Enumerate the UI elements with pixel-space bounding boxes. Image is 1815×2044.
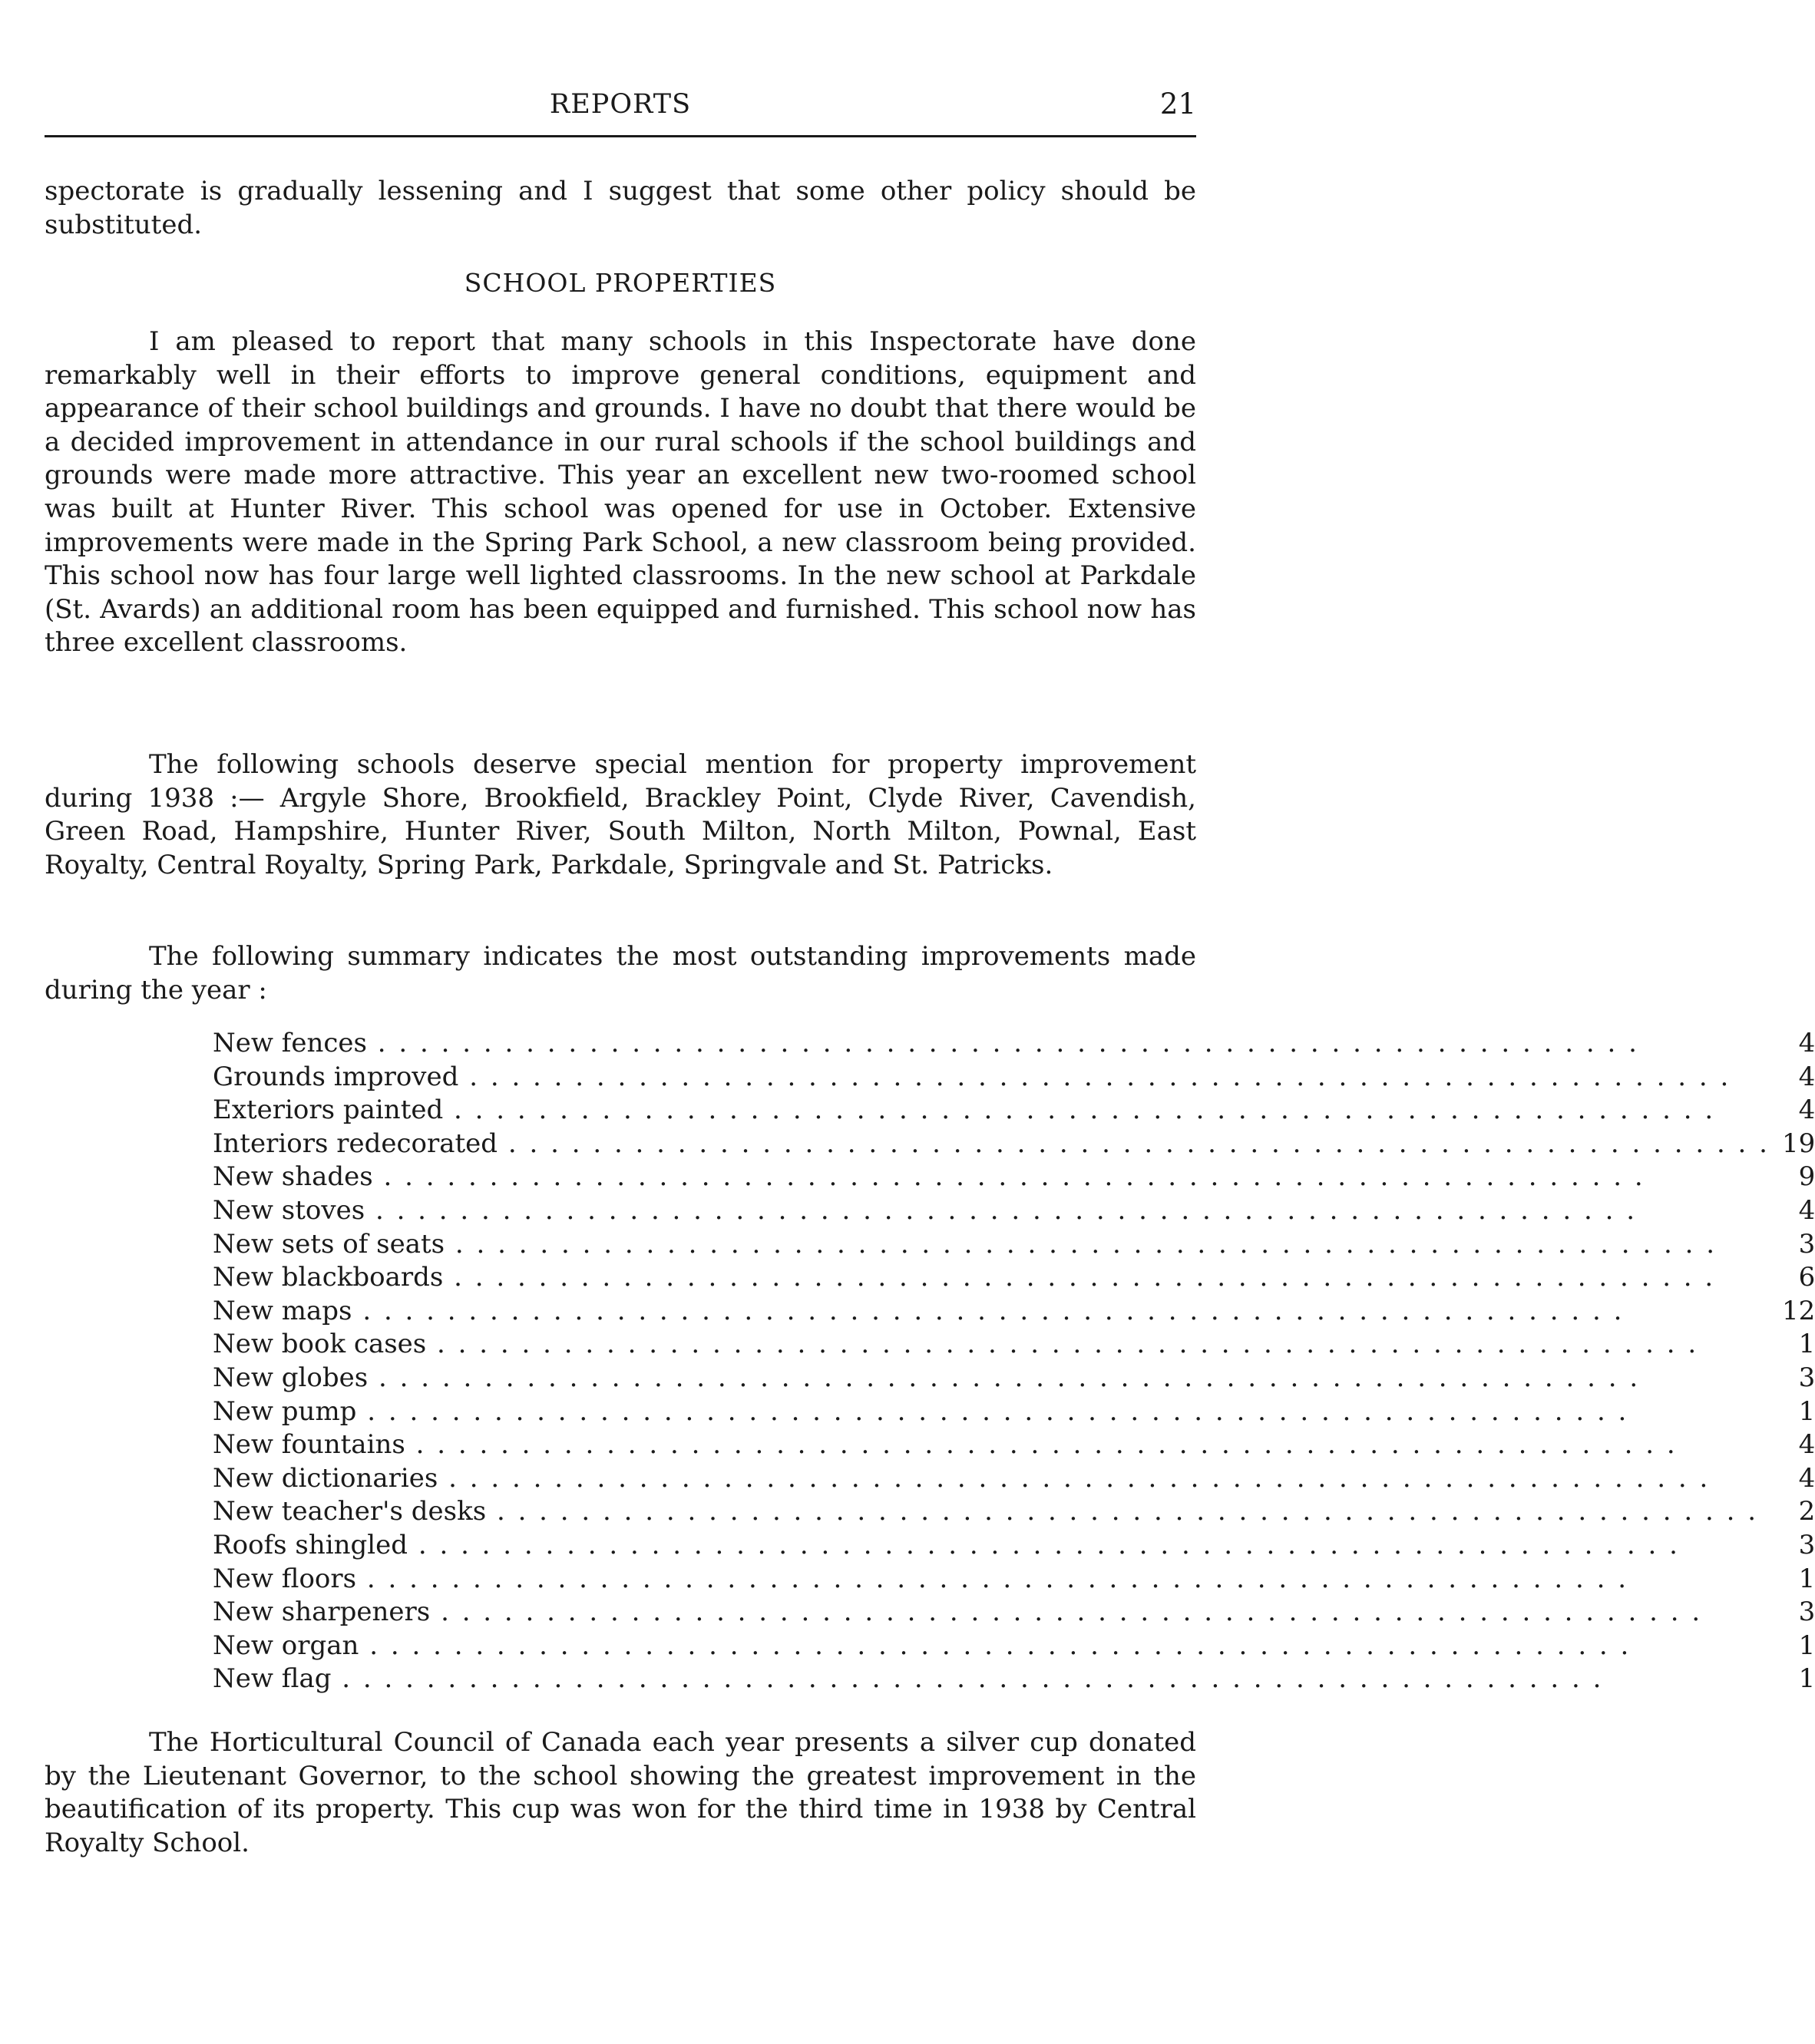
section-heading: SCHOOL PROPERTIES — [464, 268, 777, 298]
summary-item-cell — [213, 1061, 1770, 1095]
summary-count: 9 — [1798, 1161, 1815, 1193]
summary-count: 12 — [1781, 1295, 1815, 1326]
summary-row — [213, 1630, 1815, 1663]
summary-item-cell — [213, 1328, 1770, 1362]
summary-count: 4 — [1798, 1061, 1815, 1092]
running-title: REPORTS — [549, 89, 692, 120]
summary-item-label: Grounds improved — [213, 1061, 459, 1092]
summary-item-label: New fences — [213, 1028, 367, 1058]
summary-item-label: New maps — [213, 1295, 352, 1326]
summary-item-label: New sets of seats — [213, 1228, 445, 1260]
summary-item-cell — [213, 1161, 1770, 1194]
summary-item-cell — [213, 1027, 1770, 1061]
summary-item-cell — [213, 1094, 1770, 1128]
leader-dots — [356, 1396, 1628, 1427]
summary-item-cell — [213, 1228, 1770, 1262]
paragraph-summary-intro: The following summary indicates the most outstanding improvements made during the year : — [45, 941, 1196, 1005]
summary-item-label: New fountains — [213, 1429, 405, 1461]
header-rule — [45, 135, 1196, 137]
summary-count: 1 — [1798, 1630, 1815, 1661]
summary-count: 4 — [1798, 1429, 1815, 1461]
summary-count: 4 — [1798, 1462, 1815, 1494]
summary-item-label: New globes — [213, 1362, 369, 1393]
paragraph-school-properties: I am pleased to report that many schools in this Inspectorate have done remarkably well in their efforts to improve general conditions, equipment and appearance of their school buildings and grounds. I have no doubt that there would be a decided improvement in attendance in our rural schools if the school buildings and grounds were made more attractive. This year an excellent new two-roomed school was built at Hunter River. This school was opened for use in October. Extensive improvements were made in the Spring Park School, a new classroom being provided. This school now has four large well lighted classrooms. In the new school at Parkdale (St. Avards) an additional room has been equipped and furnished. This school now has three excellent classrooms. — [45, 326, 1196, 659]
summary-item-label: Roofs shingled — [213, 1529, 408, 1560]
summary-item-label: New book cases — [213, 1329, 427, 1360]
summary-item-cell — [213, 1362, 1770, 1395]
summary-item-cell — [213, 1563, 1770, 1597]
summary-row — [213, 1261, 1815, 1295]
summary-item-label: New dictionaries — [213, 1462, 438, 1494]
summary-item-label: New pump — [213, 1395, 357, 1427]
summary-item-cell — [213, 1462, 1770, 1496]
summary-count: 4 — [1798, 1194, 1815, 1226]
leader-dots — [486, 1496, 1758, 1527]
page-number: 21 — [1159, 88, 1196, 121]
summary-row — [213, 1094, 1815, 1128]
summary-item-label: New shades — [213, 1161, 373, 1193]
summary-item-label: New floors — [213, 1563, 357, 1594]
leader-dots — [498, 1128, 1770, 1159]
summary-count: 2 — [1798, 1496, 1815, 1527]
summary-count: 6 — [1798, 1262, 1815, 1293]
summary-row — [213, 1128, 1815, 1161]
summary-item-cell — [213, 1295, 1770, 1329]
leader-dots — [458, 1062, 1731, 1092]
summary-count: 1 — [1798, 1663, 1815, 1695]
summary-count: 1 — [1798, 1563, 1815, 1594]
summary-item-cell — [213, 1128, 1770, 1161]
leader-dots — [408, 1530, 1680, 1560]
summary-item-cell — [213, 1428, 1770, 1462]
improvements-summary-table — [213, 1027, 1815, 1696]
summary-item-label: New organ — [213, 1630, 359, 1661]
paragraph-continuation: spectorate is gradually lessening and I suggest that some other policy should be substituted. — [45, 176, 1196, 240]
summary-item-cell — [213, 1395, 1770, 1429]
leader-dots — [368, 1362, 1640, 1393]
summary-row — [213, 1328, 1815, 1362]
summary-row — [213, 1529, 1815, 1563]
leader-dots — [365, 1195, 1637, 1226]
leader-dots — [426, 1329, 1698, 1359]
paragraph-horticultural-cup: The Horticultural Council of Canada each year presents a silver cup donated by the Lieutenant Governor, to the school showing the greatest improvement in the beautification of its property. This cup was won for the third time in 1938 by Central Royalty School. — [45, 1727, 1196, 1858]
summary-row — [213, 1061, 1815, 1095]
summary-row — [213, 1462, 1815, 1496]
summary-item-label: Exteriors painted — [213, 1095, 444, 1126]
summary-row — [213, 1495, 1815, 1529]
leader-dots — [445, 1229, 1717, 1260]
summary-count: 4 — [1798, 1095, 1815, 1126]
summary-row — [213, 1663, 1815, 1696]
leader-dots — [373, 1161, 1645, 1192]
summary-count: 1 — [1798, 1329, 1815, 1360]
summary-item-label: New sharpeners — [213, 1597, 431, 1628]
page-header — [45, 86, 1196, 132]
summary-row — [213, 1428, 1815, 1462]
leader-dots — [352, 1296, 1625, 1326]
summary-row — [213, 1563, 1815, 1597]
summary-row — [213, 1027, 1815, 1061]
summary-item-cell — [213, 1596, 1770, 1630]
summary-row — [213, 1194, 1815, 1228]
leader-dots — [356, 1564, 1628, 1594]
summary-item-cell — [213, 1663, 1770, 1696]
summary-count: 3 — [1798, 1597, 1815, 1628]
leader-dots — [367, 1028, 1639, 1058]
summary-row — [213, 1295, 1815, 1329]
paragraph-special-mention: The following schools deserve special mention for property improvement during 1938 :— Argyle Shore, Brookfield, Brackley Point, Clyde River, Cavendish, Green Road, Hampshire, Hunter River, South Milton, North Milton, Pownal, East Royalty, Central Royalty, Spring Park, Parkdale, Springvale and St. Patricks. — [45, 749, 1196, 880]
leader-dots — [405, 1429, 1678, 1460]
leader-dots — [430, 1597, 1702, 1627]
summary-count: 3 — [1798, 1362, 1815, 1393]
summary-item-cell — [213, 1194, 1770, 1228]
summary-item-label: New blackboards — [213, 1262, 444, 1293]
summary-item-label: New flag — [213, 1663, 332, 1695]
summary-item-label: Interiors redecorated — [213, 1128, 498, 1159]
summary-item-label: New stoves — [213, 1194, 365, 1226]
summary-row — [213, 1362, 1815, 1395]
summary-item-label: New teacher's desks — [213, 1496, 487, 1527]
summary-count: 3 — [1798, 1529, 1815, 1560]
summary-count: 1 — [1798, 1395, 1815, 1427]
summary-row — [213, 1161, 1815, 1194]
summary-row — [213, 1228, 1815, 1262]
summary-item-cell — [213, 1495, 1770, 1529]
summary-row — [213, 1596, 1815, 1630]
leader-dots — [332, 1663, 1604, 1694]
leader-dots — [359, 1630, 1631, 1661]
summary-item-cell — [213, 1630, 1770, 1663]
summary-item-cell — [213, 1529, 1770, 1563]
summary-row — [213, 1395, 1815, 1429]
summary-count: 19 — [1781, 1128, 1815, 1159]
leader-dots — [443, 1262, 1715, 1293]
leader-dots — [443, 1095, 1715, 1125]
summary-count: 3 — [1798, 1228, 1815, 1260]
leader-dots — [438, 1463, 1710, 1494]
summary-item-cell — [213, 1261, 1770, 1295]
summary-count: 4 — [1798, 1028, 1815, 1058]
